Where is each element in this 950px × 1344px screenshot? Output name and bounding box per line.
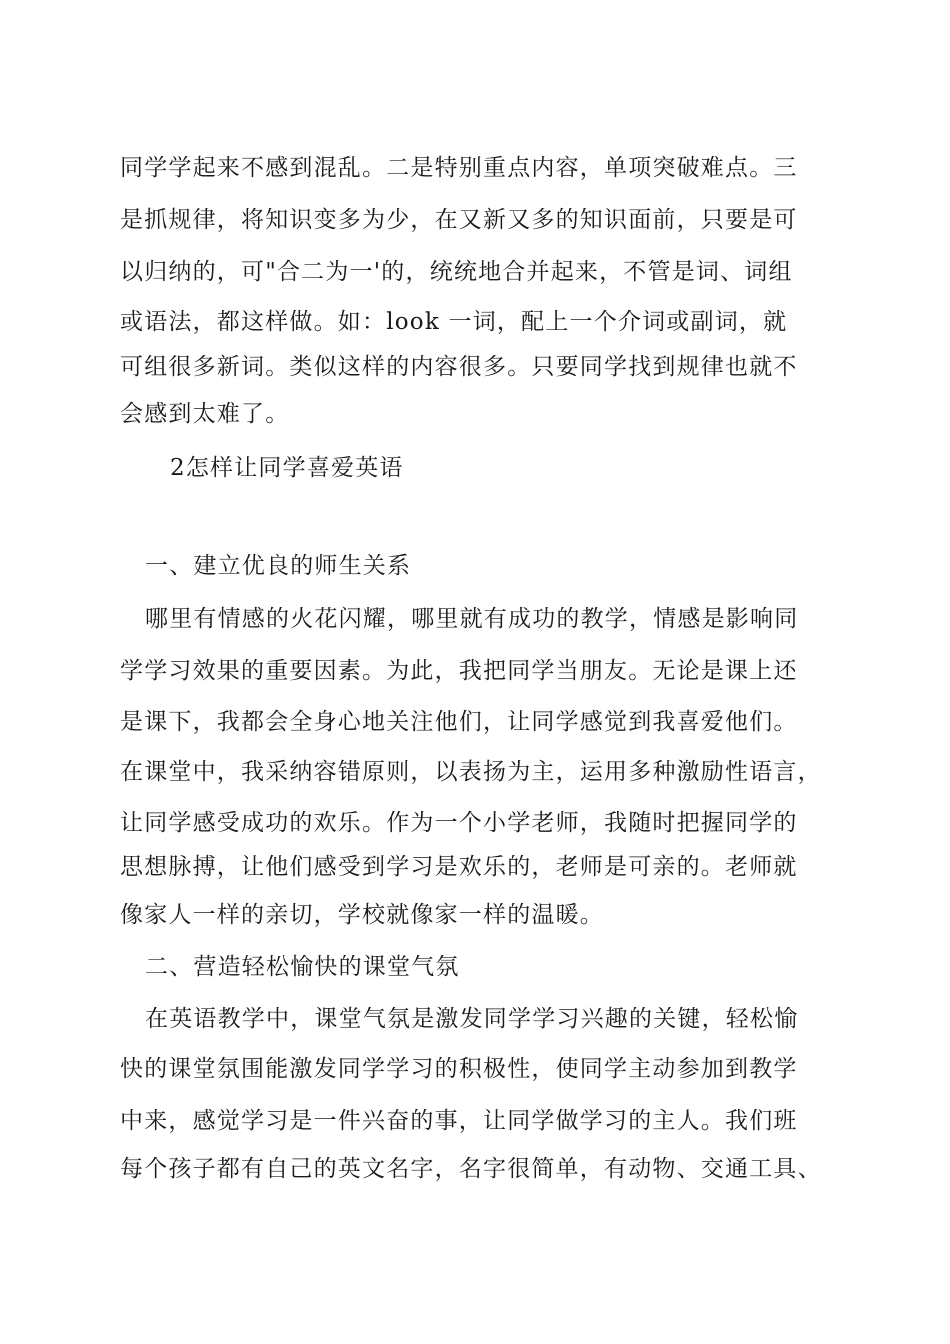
body-line-7: 哪里有情感的火花闪耀，哪里就有成功的教学，情感是影响同: [145, 606, 799, 632]
body-line-11: 让同学感受成功的欢乐。作为一个小学老师，我随时把握同学的: [120, 810, 798, 836]
body-line-16: 中来，感觉学习是一件兴奋的事，让同学做学习的主人。我们班: [120, 1108, 798, 1134]
body-line-2: 是抓规律，将知识变多为少，在又新又多的知识面前，只要是可: [120, 207, 798, 233]
body-line-13: 像家人一样的亲切，学校就像家一样的温暖。: [120, 902, 604, 928]
body-line-17: 每个孩子都有自己的英文名字，名字很简单，有动物、交通工具、: [120, 1156, 822, 1182]
body-line-4: 或语法，都这样做。如：look 一词，配上一个介词或副词，就: [120, 309, 788, 335]
body-line-12: 思想脉搏，让他们感受到学习是欢乐的，老师是可亲的。老师就: [120, 854, 798, 880]
subsection-heading-2: 二、营造轻松愉快的课堂气氛: [145, 954, 460, 980]
body-line-5: 可组很多新词。类似这样的内容很多。只要同学找到规律也就不: [120, 354, 798, 380]
body-line-14: 在英语教学中，课堂气氛是激发同学学习兴趣的关键，轻松愉: [145, 1006, 799, 1032]
body-line-1: 同学学起来不感到混乱。二是特别重点内容，单项突破难点。三: [120, 155, 798, 181]
subsection-heading-1: 一、建立优良的师生关系: [145, 553, 412, 579]
section-heading: 2怎样让同学喜爱英语: [170, 455, 404, 481]
body-line-9: 是课下，我都会全身心地关注他们，让同学感觉到我喜爱他们。: [120, 709, 798, 735]
body-line-10: 在课堂中，我采纳容错原则，以表扬为主，运用多种激励性语言，: [120, 759, 822, 785]
body-line-8: 学学习效果的重要因素。为此，我把同学当朋友。无论是课上还: [120, 658, 798, 684]
body-line-3: 以归纳的，可"合二为一'的，统统地合并起来，不管是词、词组: [120, 259, 793, 285]
body-line-6: 会感到太难了。: [120, 401, 290, 427]
body-line-15: 快的课堂氛围能激发同学学习的积极性，使同学主动参加到教学: [120, 1056, 798, 1082]
